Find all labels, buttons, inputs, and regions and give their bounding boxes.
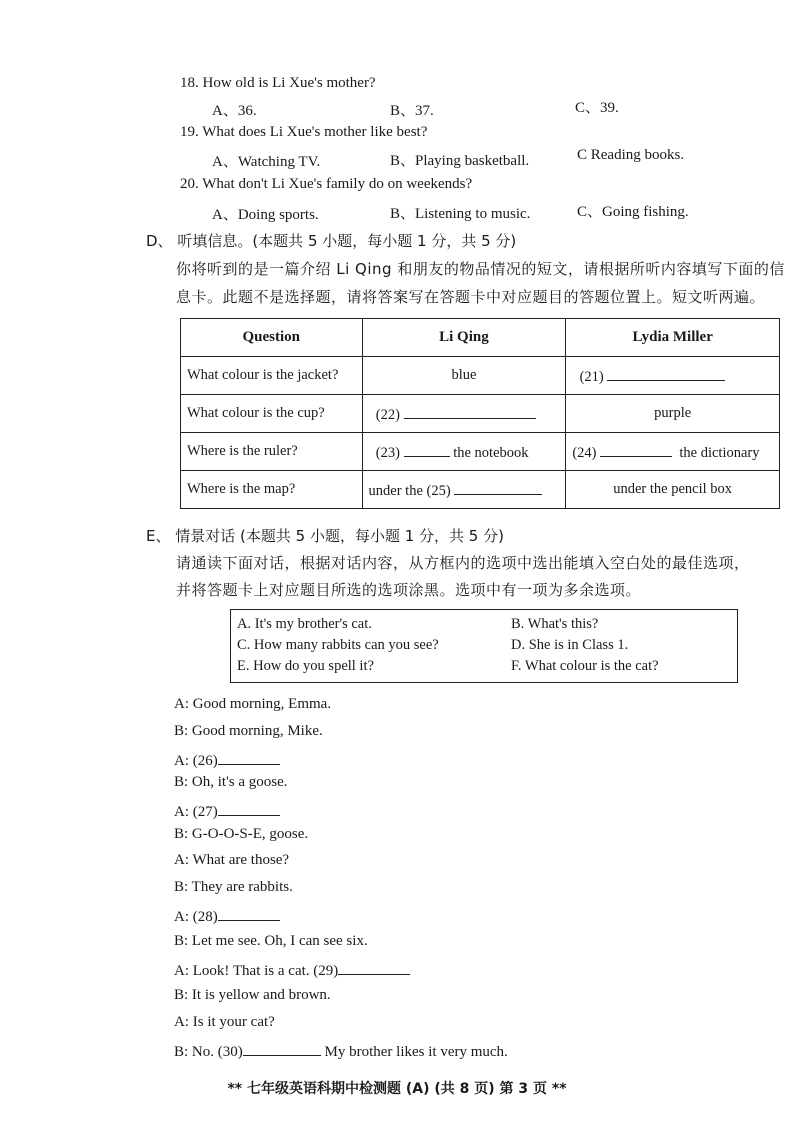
question-19-option-c: C Reading books. [577,147,685,163]
options-box [230,609,738,683]
dialogue-line-27 [174,801,280,821]
header-li-qing: Li Qing [362,319,566,357]
section-e-heading: E、 情景对话 (本题共 5 小题，每小题 1 分，共 5 分) [146,527,504,545]
section-d-heading: D、 听填信息。(本题共 5 小题，每小题 1 分，共 5 分) [146,232,517,250]
question-18-option-c: C、39. [575,100,619,116]
question-19-stem: 19. What does Li Xue's mother like best? [180,124,428,140]
blank-label: (24) [572,444,597,461]
dialogue-text: A: (27) [174,804,218,820]
page-footer: ** 七年级英语科期中检测题 (A) (共 8 页) 第 3 页 ** [227,1081,567,1097]
question-18-option-a: A、36. [212,103,257,119]
li-qing-answer [362,433,566,471]
section-d-instruction-line2: 息卡。此题不是选择题，请将答案写在答题卡中对应题目的答题位置上。短文听两遍。 [176,288,766,306]
dialogue-line: B: G-O-O-S-E, goose. [174,826,309,842]
lydia-answer [566,357,780,395]
section-e-instruction-line2: 并将答题卡上对应题目所选的选项涂黑。选项中有一项为多余选项。 [176,581,642,599]
option-f: F. What colour is the cat? [511,658,659,674]
dialogue-text: A: Look! That is a cat. (29) [174,963,339,979]
row-question: Where is the map? [181,471,363,509]
header-question: Question [181,319,363,357]
answer-blank-22[interactable] [404,404,536,419]
option-e: E. How do you spell it? [237,658,374,674]
li-qing-answer [362,357,566,395]
dialogue-line: B: Oh, it's a goose. [174,774,288,790]
cell-text: under the pencil box [613,481,733,497]
li-qing-answer [362,395,566,433]
answer-blank-27[interactable] [218,801,280,816]
row-question: Where is the ruler? [181,433,363,471]
dialogue-line: B: It is yellow and brown. [174,987,331,1003]
dialogue-line-29 [174,960,410,980]
dialogue-line: A: Good morning, Emma. [174,696,332,712]
lydia-answer [566,395,780,433]
answer-blank-29[interactable] [338,960,410,975]
option-b: B. What's this? [511,616,599,632]
answer-blank-30[interactable] [243,1041,321,1056]
dialogue-text: B: No. (30) [174,1044,243,1060]
blank-label: under the (25) [368,482,451,499]
section-d-instruction-line1: 你将听到的是一篇介绍 Li Qing 和朋友的物品情况的短文，请根据所听内容填写下面的信 [176,260,785,278]
dialogue-line: B: Let me see. Oh, I can see six. [174,933,368,949]
question-18-option-b: B、37. [390,103,434,119]
table-row [181,357,780,395]
dialogue-line: A: Is it your cat? [174,1014,275,1030]
dialogue-text: My brother likes it very much. [324,1044,508,1060]
section-e-instruction-line1: 请通读下面对话，根据对话内容，从方框内的选项中选出能填入空白处的最佳选项， [176,554,750,572]
question-20-stem: 20. What don't Li Xue's family do on weekends? [180,176,473,192]
option-d: D. She is in Class 1. [511,637,629,653]
blank-label: (23) [375,444,400,461]
question-19-option-b: B、Playing basketball. [390,153,530,169]
answer-blank-28[interactable] [218,906,280,921]
header-lydia-miller: Lydia Miller [566,319,780,357]
dialogue-line-26 [174,750,280,770]
row-question: What colour is the cup? [181,395,363,433]
cell-text: purple [654,405,692,421]
dialogue-line: B: They are rabbits. [174,879,293,895]
option-c: C. How many rabbits can you see? [237,637,439,653]
li-qing-answer [362,471,566,509]
question-20-option-b: B、Listening to music. [390,206,531,222]
dialogue-text: A: (26) [174,753,218,769]
question-20-option-a: A、Doing sports. [212,207,319,223]
dialogue-line: B: Good morning, Mike. [174,723,323,739]
lydia-answer [566,433,780,471]
blank-label: (21) [579,368,604,385]
dialogue-line-30 [174,1041,508,1061]
cell-text: the dictionary [679,444,760,461]
question-19-option-a: A、Watching TV. [212,154,321,170]
answer-blank-24[interactable] [600,442,672,457]
question-18-stem: 18. How old is Li Xue's mother? [180,75,376,91]
cell-text: the notebook [453,444,529,461]
answer-blank-26[interactable] [218,750,280,765]
dialogue-line-28 [174,906,280,926]
table-row [181,395,780,433]
info-card-table [180,318,780,509]
dialogue-text: A: (28) [174,909,218,925]
option-a: A. It's my brother's cat. [237,616,372,632]
dialogue-line: A: What are those? [174,852,290,868]
question-20-option-c: C、Going fishing. [577,204,689,220]
blank-label: (22) [375,406,400,423]
answer-blank-23[interactable] [404,442,450,457]
table-row [181,471,780,509]
answer-blank-21[interactable] [607,366,725,381]
answer-blank-25[interactable] [454,480,542,495]
lydia-answer [566,471,780,509]
row-question: What colour is the jacket? [181,357,363,395]
cell-text: blue [451,367,477,383]
table-row [181,433,780,471]
table-header-row [181,319,780,357]
